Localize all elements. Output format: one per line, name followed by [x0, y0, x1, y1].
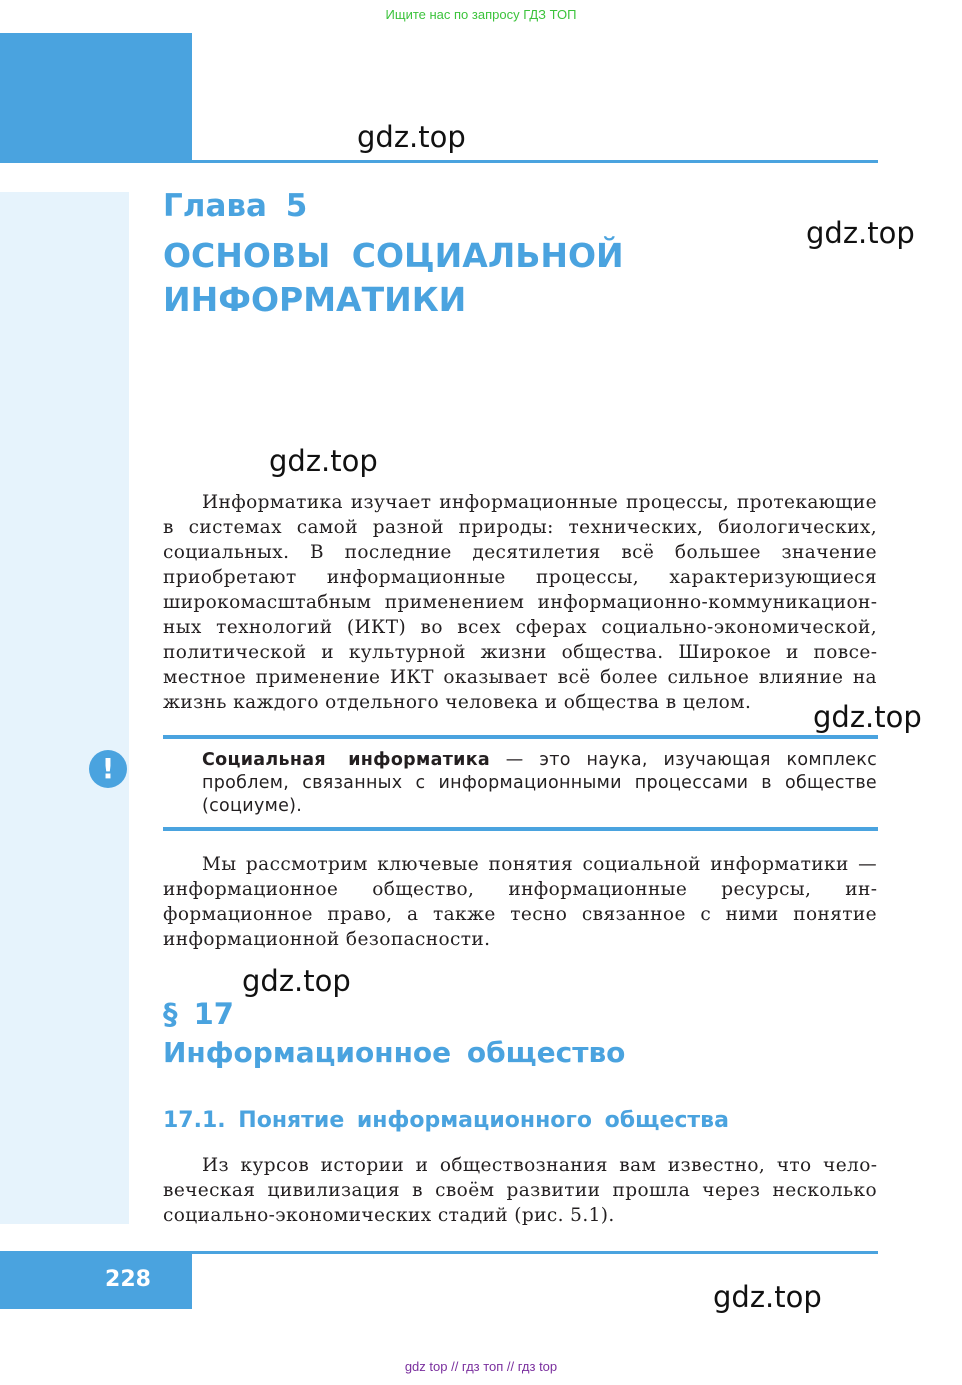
- third-text: Из курсов истории и обществознания вам известно, что человеческая цивилизация в своём развитии прошла через несколько социально-экономических стадий (рис. 5.1).: [163, 1155, 877, 1226]
- third-paragraph: [163, 1153, 877, 1228]
- watermark: gdz.top: [357, 120, 466, 154]
- chapter-heading-line2: ИНФОРМАТИКИ: [163, 280, 467, 319]
- definition-block: [202, 749, 877, 818]
- top-banner: Ищите нас по запросу ГДЗ ТОП: [385, 7, 577, 22]
- bottom-banner: gdz top // гдз топ // гдз top: [404, 1359, 558, 1374]
- definition-top-rule: [163, 735, 878, 739]
- definition-bottom-rule: [163, 827, 878, 831]
- second-text: Мы рассмотрим ключевые понятия социальной информатики — информационное общество, информационные ресурсы, информационное право, а также тесно связанное с ними понятие информационной безопасности.: [163, 854, 877, 950]
- footer-rule: [192, 1251, 878, 1254]
- side-strip: [0, 192, 129, 1224]
- watermark: gdz.top: [269, 444, 378, 478]
- second-paragraph: [163, 852, 877, 952]
- watermark: gdz.top: [813, 700, 922, 734]
- header-rule: [192, 160, 878, 163]
- exclamation-icon: !: [89, 750, 127, 788]
- chapter-heading: [163, 234, 763, 322]
- page-number-block: [0, 1251, 192, 1309]
- page-number: 228: [105, 1267, 151, 1292]
- intro-paragraph: [163, 490, 877, 715]
- watermark: gdz.top: [806, 216, 915, 250]
- chapter-label: Глава 5: [163, 188, 308, 224]
- header-color-block: [0, 33, 192, 163]
- watermark: gdz.top: [713, 1280, 822, 1314]
- definition-term: Социальная информатика: [202, 750, 491, 770]
- section-number: § 17: [163, 997, 234, 1031]
- chapter-heading-line1: ОСНОВЫ СОЦИАЛЬНОЙ: [163, 236, 624, 275]
- intro-text: Информатика изучает информационные процессы, протекающие в системах самой разной природы: технических, биологических, социальных. В последние десятилетия всё большее значение приобретают информационные процессы, характеризующиеся широкомасштабным применением информационно-коммуникационных технологий (ИКТ) во всех сферах социально-экономической, политической и культурной жизни общества. Широкое и повсеместное применение ИКТ оказывает всё более сильное влияние на жизнь каждого отдельного человека и общества в целом.: [163, 492, 877, 713]
- subsection-title: 17.1. Понятие информационного общества: [163, 1108, 729, 1133]
- definition-text: — это наука, изучающая комплекс проблем, связанных с информационными процессами в обществе (социуме).: [202, 750, 877, 816]
- section-title: Информационное общество: [163, 1036, 626, 1069]
- watermark: gdz.top: [242, 964, 351, 998]
